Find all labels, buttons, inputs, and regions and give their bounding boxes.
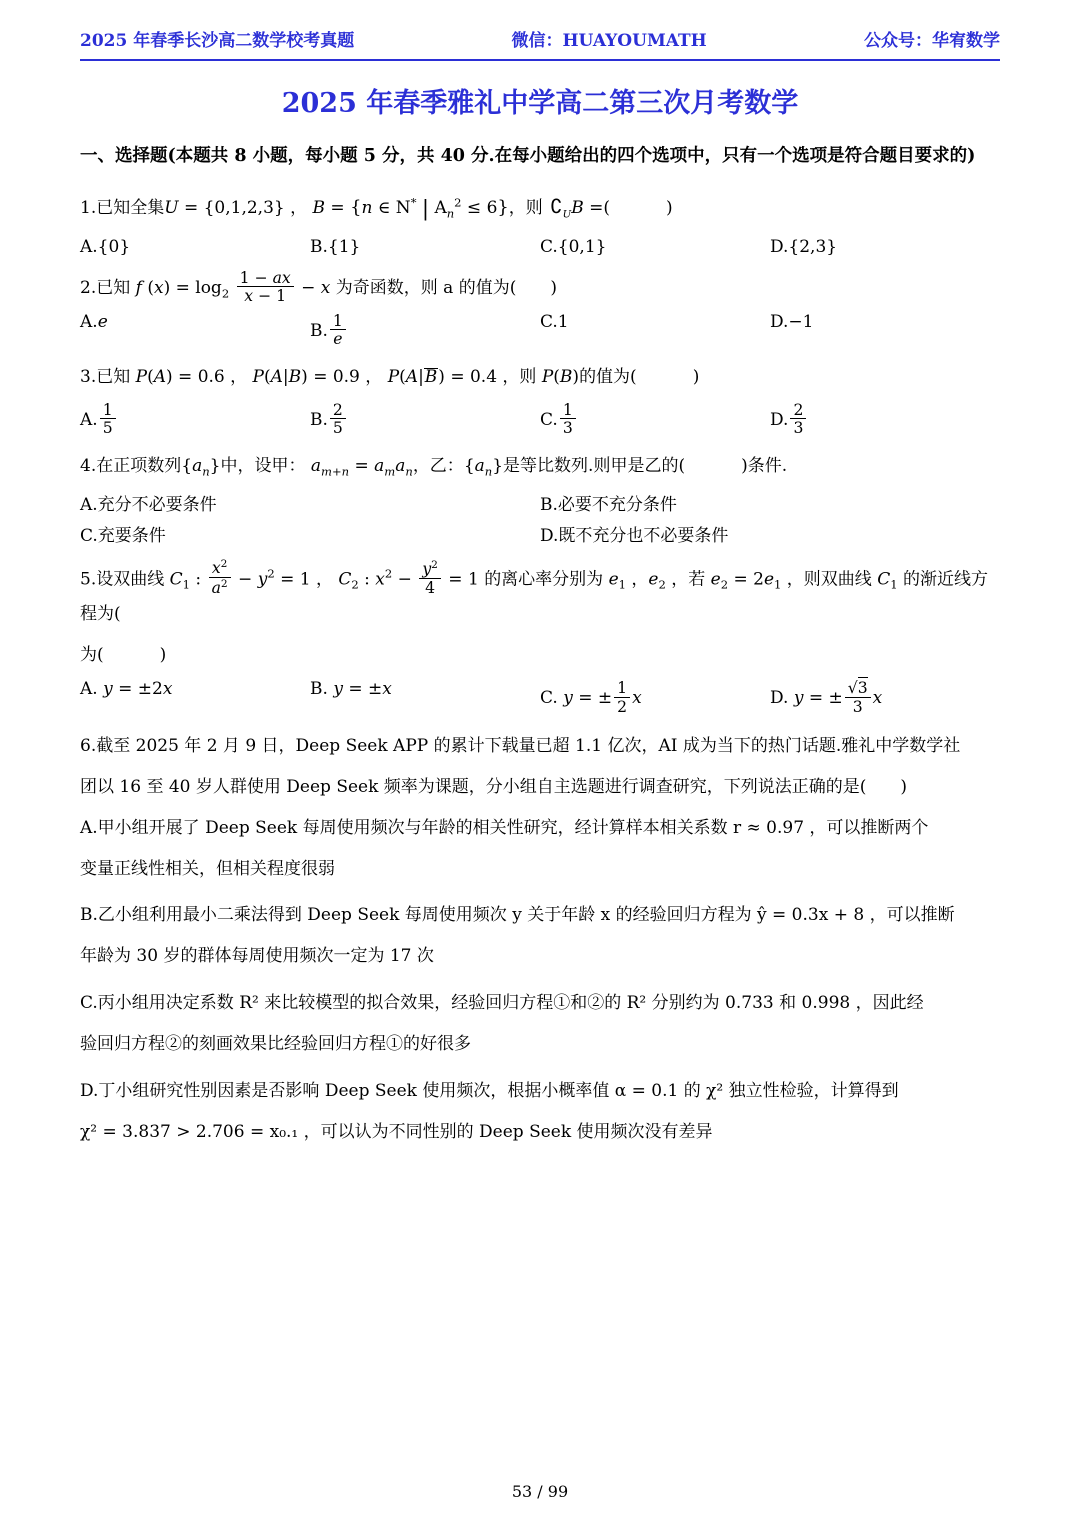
page-number: 53 / 99 bbox=[511, 1482, 569, 1501]
q6-option-b-line2[interactable]: 年龄为 30 岁的群体每周使用频次一定为 17 次 bbox=[80, 946, 434, 967]
q3-tail: 的值为( bbox=[579, 366, 637, 387]
q4-d: 是等比数列.则甲是乙的( bbox=[503, 455, 686, 476]
page-title: 2025 年春季雅礼中学高二第三次月考数学 bbox=[281, 88, 799, 119]
q2-option-c[interactable]: C.1 bbox=[540, 311, 569, 332]
q1-option-d[interactable]: D.{2,3} bbox=[770, 236, 838, 257]
q4-c: ，乙： bbox=[412, 455, 464, 476]
question-3-stem: 3.已知 P(A) = 0.6 ， P(A|B) = 0.9 ， P(A|B) = 0.4 ，则 P(B)的值为( ) bbox=[80, 366, 700, 387]
q6-option-d-line2[interactable]: χ² = 3.837 > 2.706 = x₀.₁ ，可以认为不同性别的 Deep Seek 使用频次没有差异 bbox=[80, 1121, 713, 1142]
q4-option-d[interactable]: D.既不充分也不必要条件 bbox=[540, 525, 729, 546]
q5-mid: 的离心率分别为 bbox=[484, 569, 604, 590]
q4-b: 中，设甲： bbox=[220, 455, 306, 476]
question-6-stem-line1 bbox=[80, 729, 1000, 764]
q5-option-c[interactable]: C. y = ± $\frac{1}{2}$ x bbox=[540, 677, 642, 716]
q6-option-c-line2[interactable]: 验回归方程②的刻画效果比经验回归方程①的好很多 bbox=[80, 1033, 471, 1054]
q4-option-c[interactable]: C.充要条件 bbox=[80, 525, 166, 546]
question-4-stem: 4.在正项数列$\{a_n\}$中，设甲： $a_{m+n} = a_ma_n$，乙：$\{a_n\}$是等比数列.则甲是乙的( )条件. bbox=[80, 455, 788, 479]
q6-option-d-line1[interactable]: D.丁小组研究性别因素是否影响 Deep Seek 使用频次，根据小概率值 α = 0.1 的 χ² 独立性检验，计算得到 bbox=[80, 1080, 899, 1101]
q2-option-d[interactable]: D.−1 bbox=[770, 311, 814, 332]
section-heading-1: 一、选择题(本题共 8 小题，每小题 5 分，共 40 分.在每小题给出的四个选项中，只有一个选项是符合题目要求的) bbox=[80, 146, 976, 166]
q5-pre: 设双曲线 bbox=[96, 569, 165, 590]
q5-num: 5. bbox=[80, 569, 97, 590]
q1-option-a[interactable]: A.{0} bbox=[80, 236, 131, 257]
header-oa-value: 华宥数学 bbox=[931, 31, 1000, 51]
q4-option-a[interactable]: A.充分不必要条件 bbox=[80, 494, 217, 515]
q6-num: 6. bbox=[80, 736, 97, 757]
q4-option-b[interactable]: B.必要不充分条件 bbox=[540, 494, 677, 515]
header-wechat-value: HUAYOUMATH bbox=[562, 31, 707, 51]
q6-option-a-line1[interactable]: A.甲小组开展了 Deep Seek 每周使用频次与年龄的相关性研究，经计算样本相关系数 r ≈ 0.97 ，可以推断两个 bbox=[80, 817, 929, 838]
q3-option-c[interactable]: C. $\frac{1}{3}$ bbox=[540, 401, 770, 437]
header-divider bbox=[80, 59, 1000, 61]
q3-option-a[interactable]: A. $\frac{1}{5}$ bbox=[80, 401, 310, 437]
question-5-stem: 5.设双曲线 $C_1$ : $\frac{x^2}{a^2}$ − $y^2 = 1$ ， $C_2$ : $x^2$ − $\frac{y^2}{4}$ = 1 的离心率分别为 $e_1$ ，$e_2$ ，若 $e_2 = 2e_1$ ，则双曲线 $C_1$ 的渐近线方程为( bbox=[80, 556, 988, 625]
q2-option-b[interactable]: B. $\frac{1}{e}$ bbox=[310, 312, 540, 348]
q1-num: 1. bbox=[80, 197, 97, 218]
question-2-stem: 2.已知 f $(x) = \log_2$ $\frac{1 - ax}{x - 1}$ − x 为奇函数，则 a 的值为( ) bbox=[80, 267, 557, 306]
question-5-options bbox=[80, 679, 1000, 715]
question-1-options bbox=[80, 237, 1000, 257]
q1-tail: ，则 bbox=[508, 197, 543, 218]
q4-a: 在正项数列 bbox=[96, 455, 182, 476]
q3-option-d[interactable]: D. $\frac{2}{3}$ bbox=[770, 401, 1000, 437]
header-official-account bbox=[864, 26, 1000, 51]
q3-option-b[interactable]: B. $\frac{2}{5}$ bbox=[310, 401, 540, 437]
q1-option-c[interactable]: C.{0,1} bbox=[540, 236, 607, 257]
q3-num: 3. bbox=[80, 366, 97, 387]
question-5-stem-cont: 为( ) bbox=[80, 645, 167, 666]
q2-tail: 为奇函数，则 a 的值为( bbox=[335, 277, 517, 298]
q1-option-b[interactable]: B.{1} bbox=[310, 236, 361, 257]
q4-e: )条件. bbox=[741, 455, 788, 476]
q6-line1: 截至 2025 年 2 月 9 日，Deep Seek APP 的累计下载量已超 1.1 亿次，AI 成为当下的热门话题.雅礼中学数学社 bbox=[96, 736, 961, 757]
q2-fraction: $\frac{1 - ax}{x - 1}$ bbox=[237, 269, 294, 305]
q5-option-a[interactable]: A. y = ±2x bbox=[80, 678, 173, 699]
q4-num: 4. bbox=[80, 455, 97, 476]
question-4-options-row1 bbox=[80, 490, 1000, 515]
q2-option-a[interactable]: A.e bbox=[80, 311, 108, 332]
question-1-stem: 1.已知全集U = {0,1,2,3} ， B = {n ∈ N* | $A_n^2 \le 6$}，则 $∁_UB$ =( ) bbox=[80, 187, 1000, 231]
header-wechat bbox=[511, 26, 706, 51]
q5-option-b[interactable]: B. y = ±x bbox=[310, 678, 392, 699]
header-wechat-label: 微信： bbox=[511, 31, 563, 51]
q6-option-a-line2[interactable]: 变量正线性相关，但相关程度很弱 bbox=[80, 858, 335, 879]
question-4-options-row2 bbox=[80, 521, 1000, 546]
question-2-options bbox=[80, 312, 1000, 348]
question-3-options bbox=[80, 401, 1000, 437]
q1-pre: 已知全集 bbox=[96, 197, 165, 218]
q6-option-c-line1[interactable]: C.丙小组用决定系数 R² 来比较模型的拟合效果，经验回归方程①和②的 R² 分别约为 0.733 和 0.998 ，因此经 bbox=[80, 993, 924, 1014]
q5-option-d[interactable]: D. y = ± $\frac{√3}{3}$ x bbox=[770, 677, 883, 716]
q2-num: 2. bbox=[80, 277, 97, 298]
page-header bbox=[80, 26, 1000, 57]
header-left-text: 2025 年春季长沙高二数学校考真题 bbox=[80, 31, 355, 51]
q2-pre: 已知 bbox=[96, 277, 131, 298]
complement-symbol: $∁_U$ bbox=[550, 194, 572, 221]
q5-tail: 的渐近线方程为( bbox=[80, 569, 988, 625]
q6-option-b-line1[interactable]: B.乙小组利用最小二乘法得到 Deep Seek 每周使用频次 y 关于年龄 x 的经验回归方程为 ŷ = 0.3x + 8 ，可以推断 bbox=[80, 905, 955, 926]
q3-pre: 已知 bbox=[96, 366, 131, 387]
header-oa-label: 公众号： bbox=[863, 31, 932, 51]
question-6-stem-line2: 团以 16 至 40 岁人群使用 Deep Seek 频率为课题，分小组自主选题进行调查研究，下列说法正确的是( ) bbox=[80, 776, 908, 797]
